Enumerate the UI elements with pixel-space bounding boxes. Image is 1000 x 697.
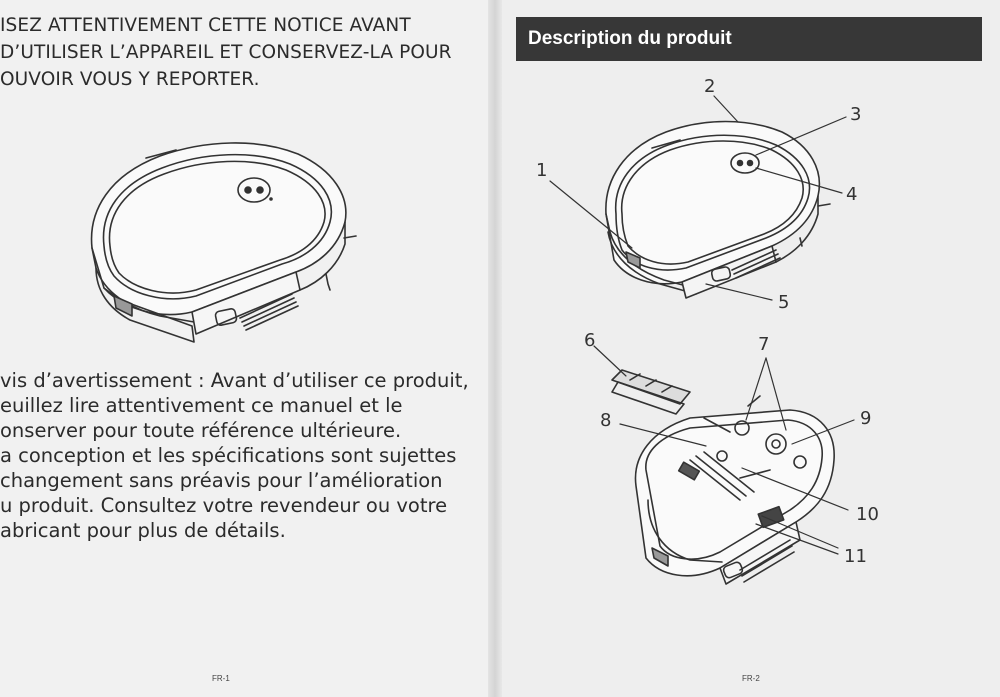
robot-vacuum-top-view (606, 122, 830, 299)
warning-line-4: a conception et les spécifications sont sujettes (0, 444, 457, 467)
callout-3: 3 (850, 104, 862, 125)
callout-5: 5 (778, 292, 790, 313)
page-number-left: FR-1 (212, 674, 230, 683)
warning-line-3: onserver pour toute référence ultérieure. (0, 419, 402, 442)
robot-vacuum-underside (612, 370, 834, 584)
section-header: Description du produit (516, 17, 982, 61)
warning-line-5: changement sans préavis pour l’amélioration (0, 469, 443, 492)
callout-1: 1 (536, 160, 548, 181)
callout-11: 11 (844, 546, 867, 567)
caps-line-1: ISEZ ATTENTIVEMENT CETTE NOTICE AVANT (0, 15, 411, 36)
caps-line-3: OUVOIR VOUS Y REPORTER. (0, 69, 260, 90)
warning-line-2: euillez lire attentivement ce manuel et le (0, 394, 403, 417)
callout-6: 6 (584, 330, 596, 351)
callout-4: 4 (846, 184, 858, 205)
callout-2: 2 (704, 76, 716, 97)
page-number-right: FR-2 (742, 674, 760, 683)
caps-line-2: D’UTILISER L’APPAREIL ET CONSERVEZ-LA POUR (0, 42, 452, 63)
warning-line-1: vis d’avertissement : Avant d’utiliser ce produit, (0, 369, 469, 392)
warning-line-6: u produit. Consultez votre revendeur ou votre (0, 494, 448, 517)
callout-7: 7 (758, 334, 770, 355)
robot-vacuum-top-view-large (92, 143, 356, 342)
warning-line-7: abricant pour plus de détails. (0, 519, 286, 542)
callout-9: 9 (860, 408, 872, 429)
callout-8: 8 (600, 410, 612, 431)
callout-10: 10 (856, 504, 879, 525)
